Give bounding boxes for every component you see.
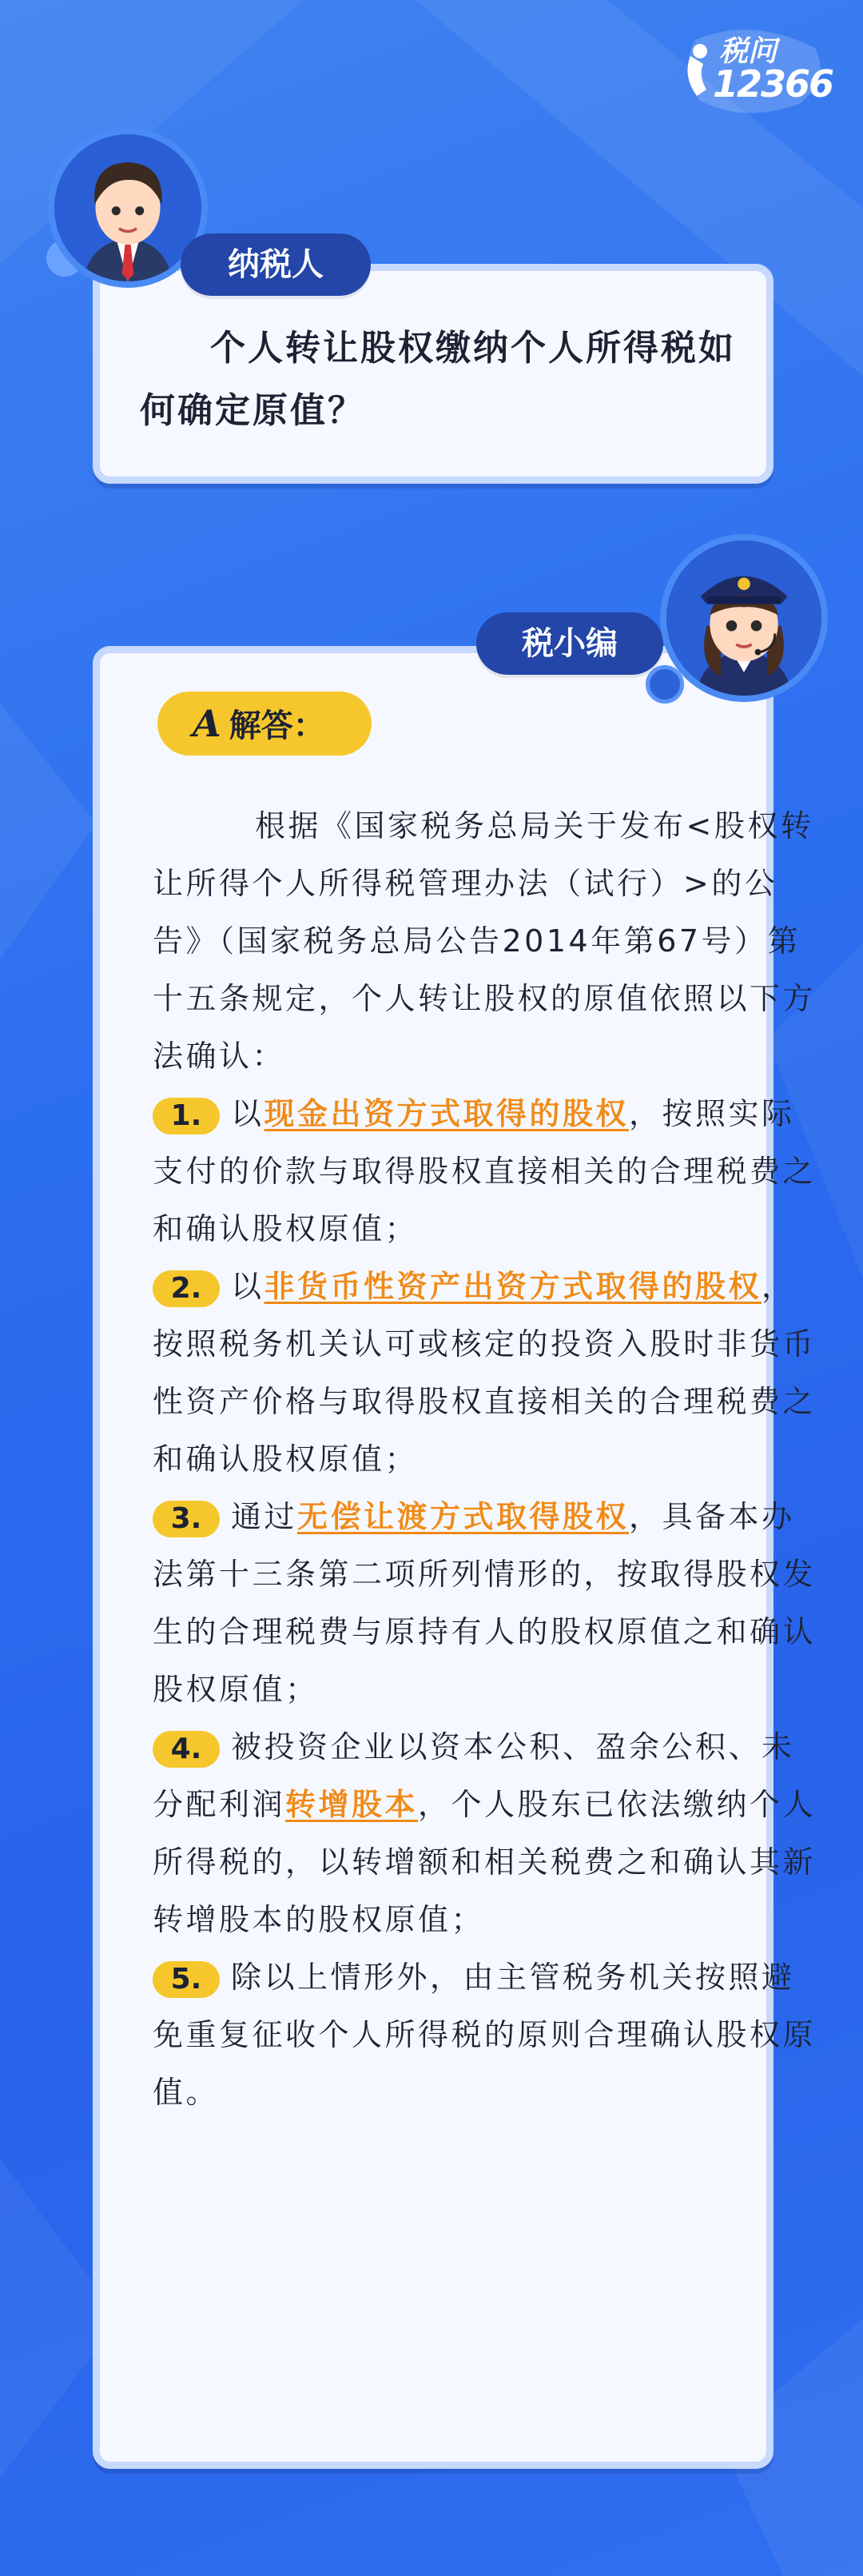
item-number-badge: 2. [153, 1270, 220, 1307]
answer-item [153, 1258, 824, 1488]
answer-mark: A [193, 702, 221, 745]
item-text: 以 [231, 1269, 264, 1304]
tax-12366-logo [679, 24, 833, 118]
question-text: 个人转让股权缴纳个人所得税如何确定原值？ [140, 328, 736, 431]
answer-badge [157, 692, 372, 756]
answer-body [153, 797, 824, 2121]
tax-officer-label: 税小编 [476, 612, 663, 675]
item-highlight: 非货币性资产出资方式取得的股权 [264, 1269, 762, 1304]
item-number-badge: 1. [153, 1098, 220, 1134]
item-highlight: 无偿让渡方式取得股权 [297, 1499, 630, 1534]
item-highlight: 转增股本 [285, 1787, 419, 1822]
item-number-badge: 5. [153, 1961, 220, 1998]
tax-officer-avatar-icon [660, 534, 828, 702]
taxpayer-label: 纳税人 [181, 233, 371, 296]
answer-items [153, 1085, 824, 2121]
logo-line1: 税问 [719, 35, 777, 68]
item-text: 以 [231, 1096, 264, 1131]
item-text: 通过 [231, 1499, 298, 1534]
item-text-rest: ，个人股东已依法缴纳个人所得税的，以转增额和相关税费之和确认其新转增股本的股权原值； [153, 1787, 817, 1937]
item-text-rest: ，具备本办法第十三条第二项所列情形的，按取得股权发生的合理税费与原持有人的股权原值之和确认股权原值； [153, 1499, 817, 1707]
item-highlight: 现金出资方式取得的股权 [264, 1096, 630, 1131]
item-number-badge: 3. [153, 1501, 220, 1537]
answer-item [153, 1948, 824, 2121]
logo-line2: 12366 [713, 62, 833, 106]
decor-dot [646, 665, 684, 704]
item-text-rest: ，按照实际支付的价款与取得股权直接相关的合理税费之和确认股权原值； [153, 1096, 817, 1246]
item-text: 被投资企业以资本公积、盈余公积、未分配利润 [153, 1729, 795, 1822]
answer-item [153, 1085, 824, 1258]
item-text-rest: ，按照税务机关认可或核定的投资入股时非货币性资产价格与取得股权直接相关的合理税费之和确认股权原值； [153, 1269, 817, 1477]
answer-card [93, 646, 817, 2469]
question-card [93, 264, 774, 484]
item-number-badge: 4. [153, 1731, 220, 1768]
answer-badge-label: 解答： [229, 708, 325, 744]
item-text: 除以上情形外，由主管税务机关按照避免重复征收个人所得税的原则合理确认股权原值。 [153, 1960, 817, 2110]
answer-item [153, 1718, 824, 1948]
answer-intro: 根据《国家税务总局关于发布<股权转让所得个人所得税管理办法（试行）>的公告》（国家税务总局公告2014年第67号）第十五条规定，个人转让股权的原值依照以下方法确认： [153, 808, 817, 1074]
answer-item [153, 1488, 824, 1718]
